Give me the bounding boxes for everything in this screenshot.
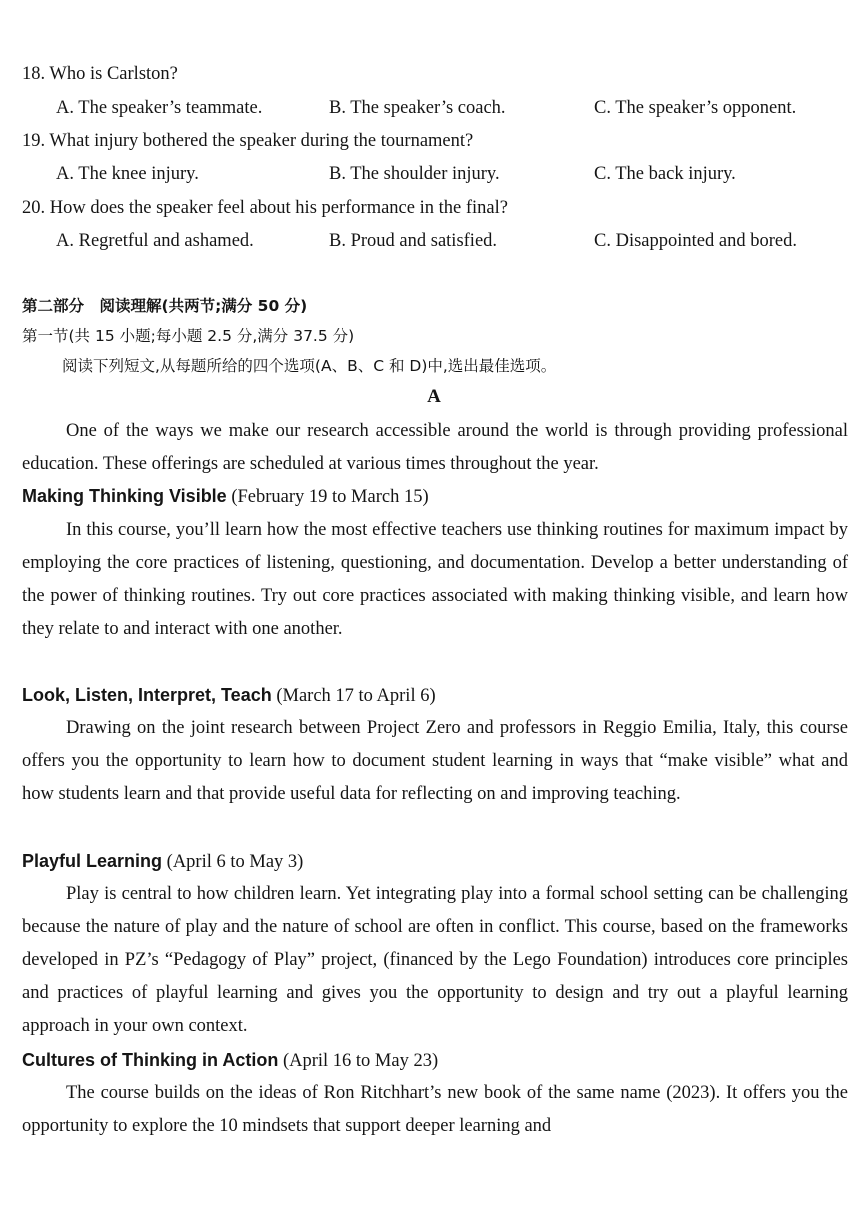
question-19-options [56,158,848,191]
question-18-option-a: A. The speaker’s teammate. [56,98,263,118]
course-dates: (April 6 to May 3) [162,852,304,872]
question-18-options [56,92,848,125]
course-title: Look, Listen, Interpret, Teach [22,685,272,705]
course-description [22,712,848,811]
question-20-options [56,225,848,258]
question-20-stem: 20. How does the speaker feel about his performance in the final? [22,198,508,218]
question-19-stem: 19. What injury bothered the speaker during the tournament? [22,131,474,151]
question-19-option-a: A. The knee injury. [56,164,199,184]
question-20-option-c: C. Disappointed and bored. [594,231,797,251]
question-20-option-a: A. Regretful and ashamed. [56,231,254,251]
course-heading [22,845,848,879]
subsection-title: 第一节(共 15 小题;每小题 2.5 分,满分 37.5 分) [22,327,355,345]
part-title: 第二部分 阅读理解(共两节;满分 50 分) [22,297,308,315]
course-description-text: Play is central to how children learn. Yet integrating play into a formal school setting can be challenging because the nature of play and the nature of school are often in conflict. This course, based on the frameworks developed in PZ’s “Pedagogy of Play” project, (financed by the Lego Foundation) introduces core principles and practices of playful learning and gives you the opportunity to design and try out a playful learning approach in your own context. [22,884,848,1037]
question-18-option-c: C. The speaker’s opponent. [594,98,797,118]
course-description-text: Drawing on the joint research between Project Zero and professors in Reggio Emilia, Italy, this course offers you the opportunity to learn how to document student learning in ways that “make visible” what and how students learn and that provide useful data for reflecting on and improving teaching. [22,718,848,805]
course-heading [22,480,848,514]
course-heading [22,1044,848,1078]
passage-intro [22,415,848,481]
passage-letter: A [427,386,441,407]
question-18-option-b: B. The speaker’s coach. [329,98,506,118]
course-dates: (April 16 to May 23) [278,1051,439,1071]
question-18-stem: 18. Who is Carlston? [22,64,178,84]
course-description [22,1077,848,1143]
passage-intro-text: One of the ways we make our research accessible around the world is through providing professional education. These offerings are scheduled at various times throughout the year. [22,421,848,475]
course-title: Cultures of Thinking in Action [22,1050,279,1070]
question-19-option-c: C. The back injury. [594,164,736,184]
instruction-text: 阅读下列短文,从每题所给的四个选项(A、B、C 和 D)中,选出最佳选项。 [62,357,557,375]
course-title: Making Thinking Visible [22,486,227,506]
question-19-option-b: B. The shoulder injury. [329,164,500,184]
course-dates: (March 17 to April 6) [271,686,436,706]
course-heading [22,679,848,713]
course-description-text: In this course, you’ll learn how the most effective teachers use thinking routines for maximum impact by employing the core practices of listening, questioning, and documentation. Develop a better understanding of the power of thinking routines. Try out core practices associated with making thinking visible, and learn how they relate to and interact with one another. [22,520,848,640]
course-title: Playful Learning [22,851,163,871]
course-dates: (February 19 to March 15) [226,487,429,507]
course-description [22,878,848,1043]
course-description [22,514,848,646]
question-20-option-b: B. Proud and satisfied. [329,231,498,251]
course-description-text: The course builds on the ideas of Ron Ritchhart’s new book of the same name (2023). It offers you the opportunity to explore the 10 mindsets that support deeper learning and [22,1083,848,1137]
